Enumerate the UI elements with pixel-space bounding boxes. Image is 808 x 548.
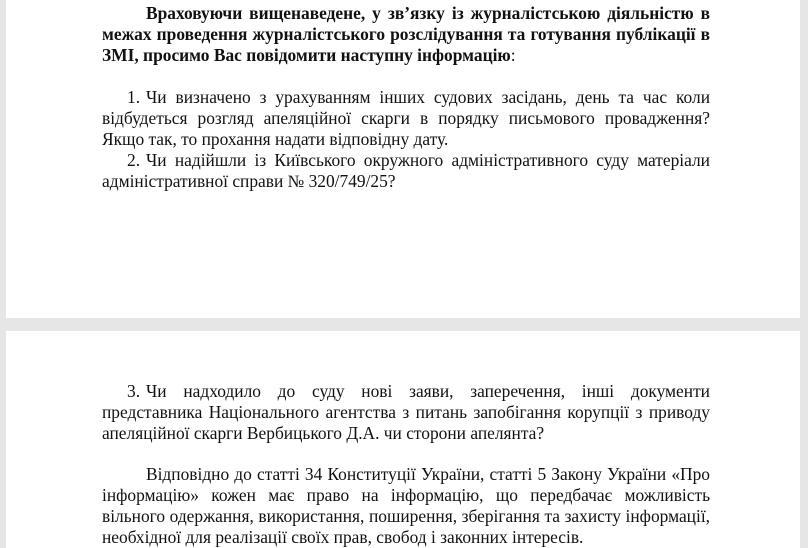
intro-colon: :	[510, 45, 516, 65]
request-number: 2.	[127, 150, 141, 170]
request-list-page-2	[102, 381, 710, 444]
request-number: 1.	[127, 87, 141, 107]
closing-text: Відповідно до статті 34 Конституції України, статті 5 Закону України «Про інформацію» кожен має право на інформацію, що передбачає можливість вільного одержання, використання, поширення, зберігання та захисту інформації, необхідної для реалізації своїх прав, свобод і законних інтересів.	[102, 464, 710, 547]
request-item-2	[102, 150, 710, 192]
request-item-3	[102, 381, 710, 444]
document-page-2	[6, 331, 800, 548]
request-text: Чи визначено з урахуванням інших судових засідань, день та час коли відбудеться розгляд апеляційної скарги в порядку письмового провадження? Якщо так, то прохання надати відповідну дату.	[102, 87, 710, 149]
request-list-page-1	[102, 87, 710, 192]
document-page-1	[6, 0, 800, 318]
closing-paragraph	[102, 464, 710, 548]
intro-paragraph	[102, 3, 710, 66]
request-text: Чи надійшли із Київського окружного адміністративного суду матеріали адміністративної справи № 320/749/25?	[102, 150, 710, 191]
request-number: 3.	[127, 381, 141, 401]
request-text: Чи надходило до суду нові заяви, заперечення, інші документи представника Національного агентства з питань запобігання корупції з приводу апеляційної скарги Вербицького Д.А. чи сторони апелянта?	[102, 381, 710, 443]
request-item-1	[102, 87, 710, 150]
intro-bold-text: Враховуючи вищенаведене, у зв’язку із журналістською діяльністю в межах проведення журналістського розслідування та готування публікації в ЗМІ, просимо Вас повідомити наступну інформацію	[102, 3, 710, 65]
